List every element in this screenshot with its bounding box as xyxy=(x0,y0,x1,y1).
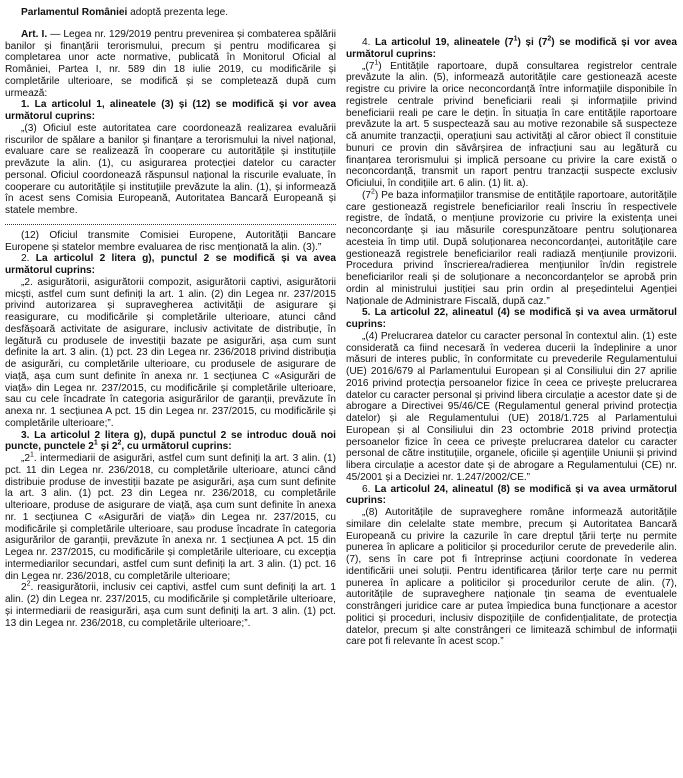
point-4-q1-start: „(7 xyxy=(362,60,375,72)
point-3-heading-text: 3. La articolul 2 litera g), după punctul 2 se introduc două noi puncte, punctele 2 xyxy=(5,429,336,453)
point-5-heading: 5. La articolul 22, alineatul (4) se modifică și va avea următorul cuprins: xyxy=(346,307,677,330)
enacting-clause xyxy=(5,0,336,19)
point-4-bold-b: ) și (7 xyxy=(517,37,548,48)
point-1-quote-12: (12) Oficiul transmite Comisiei Europene, Autorității Bancare Europene și statelor membre evaluarea de risc menționată la alin. (3).” xyxy=(5,229,336,253)
point-4-sup-2: 2 xyxy=(547,35,552,43)
point-3-tail: , cu următorul cuprins: xyxy=(121,441,232,453)
article-1-intro xyxy=(5,29,336,100)
point-6-number: 6. xyxy=(362,483,375,495)
point-1-quote: „(3) Oficiul este autoritatea care coordonează realizarea evaluării riscurilor de spălare a banilor și finanțare a terorismului la nivel național, evaluare care se realizează în cooperare cu autoritățile și instituțiile prevăzute la alin. (1), cu asigurarea protecției datelor cu caracter personal. Oficiul coordonează răspunsul național la riscurile evaluate, în cooperare cu autoritățile și instituțiile prevăzute la alin. (1), și informează în acest sens Comisia Europeană, Autoritatea Bancară Europeană și statele membre. xyxy=(5,122,336,216)
point-4-bold-a: La articolul 19, alineatele (7 xyxy=(374,37,514,48)
point-4-bold-c: ) se modifică și vor avea următorul cuprins: xyxy=(346,37,677,60)
point-3-q1-start: „2 xyxy=(21,453,31,464)
point-3-q2-text: . reasigurătorii, inclusiv cei captivi, astfel cum sunt definiți la art. 1 alin. (2) din Legea nr. 237/2015, cu modificările și completările ulterioare, și intermediarii de reasigurări, așa cum sunt definiți la art. 3 alin. (1) pct. 13 din Legea nr. 236/2018, cu completările ulterioare;”. xyxy=(5,582,336,629)
enacting-clause-rest: adoptă prezenta lege. xyxy=(127,7,229,18)
point-3-heading xyxy=(5,430,336,454)
point-4-q1-sup: 1 xyxy=(374,59,379,67)
point-1-heading: 1. La articolul 1, alineatele (3) și (12) se modifică și vor avea următorul cuprins: xyxy=(5,99,336,122)
point-3-q2-start: 2 xyxy=(21,582,27,594)
point-6-heading-text: La articolul 24, alineatul (8) se modifică și va avea următorul cuprins: xyxy=(346,483,677,507)
point-4-quote-7-1 xyxy=(346,61,677,190)
point-5-quote: „(4) Prelucrarea datelor cu caracter personal în contextul alin. (1) este considerată ca fiind necesară în vederea ducerii la îndeplinire a unor măsuri de interes public, în conformitate cu prevederile Regulamentului (UE) 2016/679 al Parlamentului European și al Consiliului din 27 aprilie 2016 privind protecția persoanelor fizice în ceea ce privește prelucrarea datelor cu caracter personal și privind libera circulație a acestor date și de abrogare a Directivei 95/46/CE (Regulamentul general privind protecția datelor) și ale Regulamentului (UE) 2018/1.725 al Parlamentului European și al Consiliului din 23 octombrie 2018 privind protecția persoanelor fizice în ceea ce privește prelucrarea datelor cu caracter personal de către instituțiile, organele, oficiile și agențiile Uniunii și privind libera circulație a acestor date și de abrogare a Regulamentului (CE) nr. 45/2001 și a Deciziei nr. 1.247/2002/CE.” xyxy=(346,330,677,483)
point-4-q2-start: (7 xyxy=(362,189,372,201)
point-4-q2-text: ) Pe baza informațiilor transmise de entitățile raportoare, autoritățile care gestionează registrele beneficiarilor reali înscriu în respectivele registre, de îndată, o mențiune provizorie cu privire la existența unei neconcordanțe și iau măsurile corespunzătoare pentru soluționarea acesteia în timp util. După soluționarea neconcordanței, autoritățile care gestionează registrele beneficiarilor reali radiază mențiunile provizorii. Procedura privind înscrierea/radierea mențiunilor în/din registrele beneficiarilor reali și de soluționare a neconcordanțelor se aprobă prin ordin al ministrului justiției sau prin ordin al președintelui Agenției Naționale de Administrare Fiscală, după caz.” xyxy=(346,189,677,307)
point-2-number: 2. xyxy=(21,253,36,265)
point-3-q1-text: . intermediarii de asigurări, astfel cum sunt definiți la art. 3 alin. (1) pct. 11 din Legea nr. 236/2018, cu completările ulterioare, atunci când distribuie produse de investiții bazate pe asigurări, așa cum sunt definite la art. 3 alin. (1) pct. 23 din Legea nr. 236/2018, cu completările ulterioare, produse de asigurare de viață, așa cum sunt definite în anexa nr. 1 secțiunea C «Asigurări de viață» din Legea nr. 237/2015, cu modificările și completările ulterioare, sau produse încadrate în categoria asigurărilor de garanții, prevăzute în anexa nr. 1 secțiunea A pct. 15 din Legea nr. 237/2015, cu modificările și completările ulterioare, cu excepția intermediarilor secundari, astfel cum sunt definiți la art. 3 alin. (1) pct. 16 din Legea nr. 236/2018, cu completările ulterioare; xyxy=(5,453,336,582)
point-2-heading xyxy=(5,253,336,277)
omission-dotted-line xyxy=(5,224,336,225)
point-3-and: și 2 xyxy=(97,441,118,453)
point-3-q2-sup: 2 xyxy=(26,580,31,588)
point-3-quote-2-2 xyxy=(5,582,336,629)
point-4-q2-sup: 2 xyxy=(371,188,375,196)
point-4-number: 4. xyxy=(362,37,375,48)
left-column xyxy=(5,0,336,629)
article-1-label: Art. I. xyxy=(21,28,48,40)
point-6-quote: „(8) Autoritățile de supraveghere române informează autoritățile similare din celelalte state membre, precum și Autoritatea Bancară Europeană cu privire la cazurile în care dreptul țării terțe nu permite punerea în aplicare a politicilor și procedurilor cerute de prevederile alin. (7), sens în care pot fi întreprinse acțiuni coordonate în vederea identificării unei soluții. Pentru identificarea țărilor terțe care nu permit punerea în aplicare a politicilor și procedurilor cerute de alin. (7), autoritățile de supraveghere naționale țin seama de eventualele constrângeri juridice care ar putea împiedica buna funcționare a acestor politici și proceduri, inclusiv dispozițiile de confidențialitate, de protecția datelor, precum și alte constrângeri ce limitează schimbul de informații care pot fi relevante în acest scop.” xyxy=(346,507,677,648)
point-3-q1-sup: 1 xyxy=(30,451,34,459)
enacting-clause-bold: Parlamentul României xyxy=(21,7,128,18)
point-3-quote-2-1 xyxy=(5,453,336,582)
point-4-sup-1: 1 xyxy=(513,35,518,43)
point-4-q1-text: ) Entitățile raportoare, după consultarea registrelor centrale prevăzute la alin. (5), informează autoritățile care gestionează aceste registre cu privire la orice neconcordanță între informațiile disponibile în registrele centrale privind beneficiarii reali și informațiile privind beneficiarii reali pe care le dețin. În situația în care entitățile raportoare prevăzute la art. 5 suspectează sau au motive rezonabile să suspecteze că anumite tranzacții, operațiuni sau activități al căror obiect îl constituie bunuri ce provin din săvârșirea de infracțiuni sau au legătură cu finanțarea terorismului și implică persoane cu privire la care există o neconcordanță, transmit un raport pentru tranzacții suspecte exclusiv Oficiului, în condițiile art. 6 alin. (1) lit. a). xyxy=(346,60,677,189)
point-3-sup-2: 2 xyxy=(117,439,122,447)
right-column xyxy=(346,0,677,648)
point-3-sup-1: 1 xyxy=(93,439,98,447)
point-2-heading-text: La articolul 2 litera g), punctul 2 se modifică și va avea următorul cuprins: xyxy=(5,253,336,276)
point-4-quote-7-2 xyxy=(346,190,677,308)
point-2-quote: „2. asigurătorii, asigurătorii compozit, asigurătorii captivi, asigurătorii micști, astfel cum sunt definiți la art. 1 alin. (2) din Legea nr. 237/2015 privind autorizarea și supravegherea activității de asigurare și reasigurare, cu modificările și completările ulterioare, atunci când desfășoară activitate de asigurare, inclusiv activitate de distribuție, în legătură cu produsele de investiții bazate pe asigurări, așa cum sunt definite la art. 3 alin. (1) pct. 23 din Legea nr. 236/2018 privind distribuția de asigurări, cu completările ulterioare, cu produsele de asigurare de viață, așa cum sunt definite în anexa nr. 1 secțiunea C «Asigurări de viață» din Legea nr. 237/2015, cu modificările și completările ulterioare, sau cu cele încadrate în categoria asigurărilor de garanții, prevăzute în anexa nr. 1 secțiunea A pct. 15 din Legea nr. 237/2015, cu modificările și completările ulterioare;”. xyxy=(5,276,336,429)
point-6-heading xyxy=(346,484,677,508)
article-1-text: — Legea nr. 129/2019 pentru prevenirea și combaterea spălării banilor și finanțării terorismului, precum și pentru modificarea și completarea unor acte normative, publicată în Monitorul Oficial al României, Partea I, nr. 589 din 18 iulie 2019, cu modificările și completările ulterioare, se modifică și se completează după cum urmează: xyxy=(5,28,336,99)
point-4-heading xyxy=(346,0,677,61)
